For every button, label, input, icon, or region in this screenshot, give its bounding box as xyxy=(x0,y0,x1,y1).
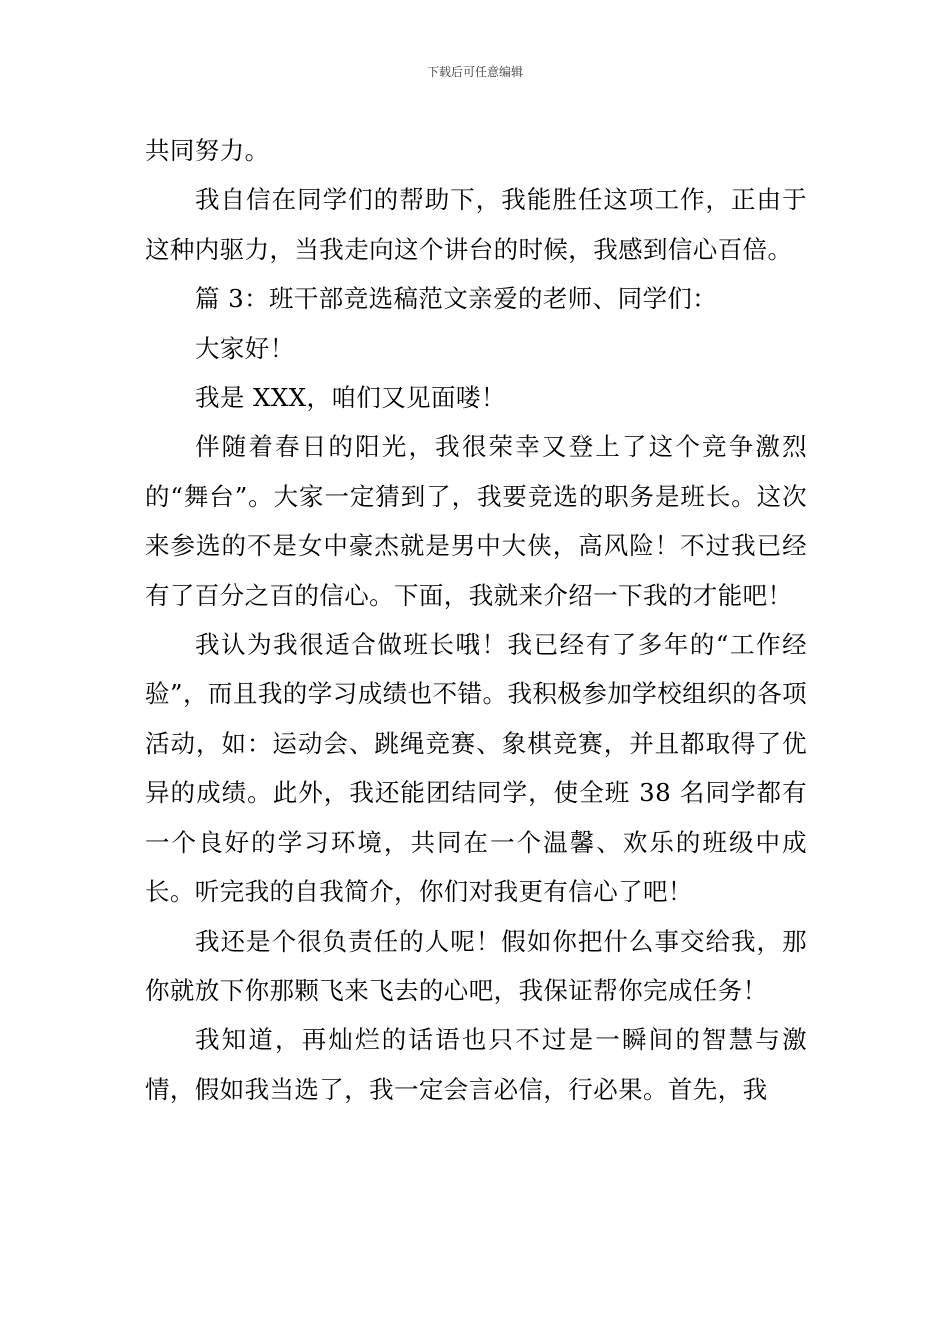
paragraph: 大家好！ xyxy=(195,333,295,363)
paragraph: 我是 XXX，咱们又见面喽！ xyxy=(195,383,506,413)
paragraph: 我认为我很适合做班长哦！我已经有了多年的“工作经验”，而且我的学习成绩也不错。我积极参加学校组织的各项活动，如：运动会、跳绳竞赛、象棋竞赛，并且都取得了优异的成绩。此外，我还能团结同学，使全班 38 名同学都有一个良好的学习环境，共同在一个温馨、欢乐的班级中成长。听完我的自我简介，你们对我更有信心了吧！ xyxy=(145,630,807,907)
paragraph: 我知道，再灿烂的话语也只不过是一瞬间的智慧与激情，假如我当选了，我一定会言必信，行必果。首先，我 xyxy=(145,1025,807,1104)
page-header: 下载后可任意编辑 xyxy=(426,65,523,79)
paragraph: 我自信在同学们的帮助下，我能胜任这项工作，正由于这种内驱力，当我走向这个讲台的时候，我感到信心百倍。 xyxy=(145,185,807,264)
paragraph: 篇 3：班干部竞选稿范文亲爱的老师、同学们： xyxy=(195,284,718,314)
paragraph: 伴随着春日的阳光，我很荣幸又登上了这个竞争激烈的“舞台”。大家一定猜到了，我要竞选的职务是班长。这次来参选的不是女中豪杰就是男中大侠，高风险！不过我已经有了百分之百的信心。下面，我就来介绍一下我的才能吧！ xyxy=(145,432,807,610)
paragraph: 共同努力。 xyxy=(145,136,270,165)
paragraph: 我还是个很负责任的人呢！假如你把什么事交给我，那你就放下你那颗飞来飞去的心吧，我保证帮你完成任务！ xyxy=(145,926,807,1005)
document-body xyxy=(145,126,807,1114)
